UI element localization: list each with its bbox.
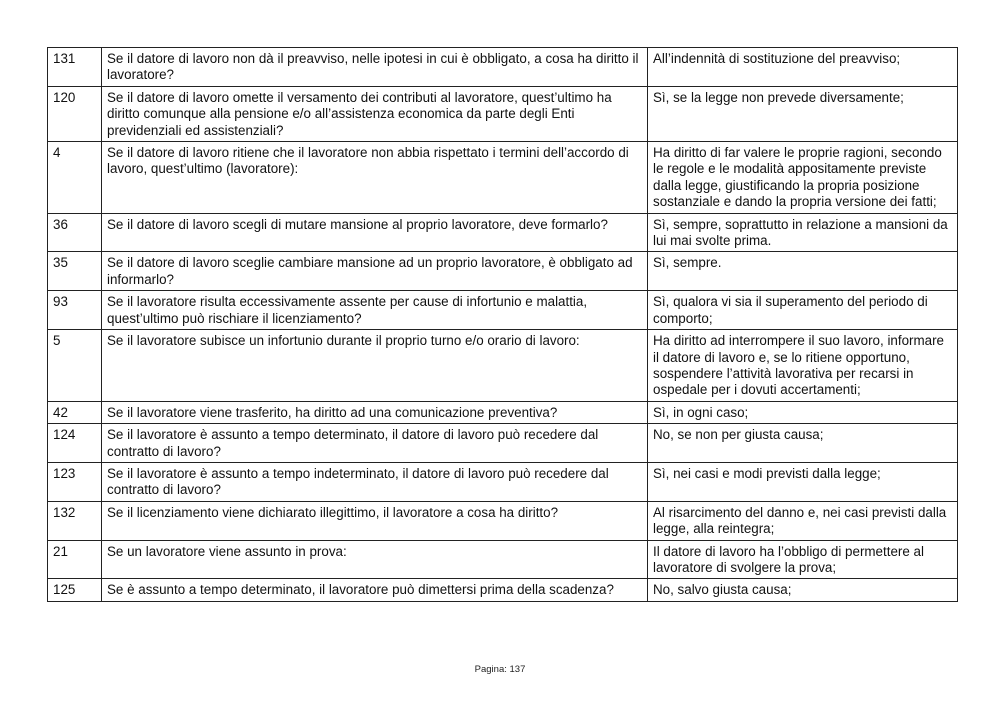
page-number: Pagina: 137 [474,664,526,675]
table-row [48,579,958,601]
question-text: Se il lavoratore risulta eccessivamente assente per cause di infortunio e malattia, quest’ultimo può rischiare il licenziamento? [102,291,648,330]
question-number: 21 [48,540,102,579]
question-text: Se il lavoratore subisce un infortunio durante il proprio turno e/o orario di lavoro: [102,330,648,402]
question-number: 42 [48,401,102,423]
answer-text: No, salvo giusta causa; [648,579,958,601]
question-text: Se il lavoratore è assunto a tempo determinato, il datore di lavoro può recedere dal contratto di lavoro? [102,424,648,463]
table-row [48,462,958,501]
question-text: Se un lavoratore viene assunto in prova: [102,540,648,579]
question-number: 124 [48,424,102,463]
answer-text: Sì, sempre. [648,252,958,291]
question-number: 36 [48,213,102,252]
question-text: Se il datore di lavoro non dà il preavviso, nelle ipotesi in cui è obbligato, a cosa ha diritto il lavoratore? [102,48,648,87]
answer-text: Sì, se la legge non prevede diversamente; [648,86,958,141]
question-text: Se il lavoratore è assunto a tempo indeterminato, il datore di lavoro può recedere dal contratto di lavoro? [102,462,648,501]
question-number: 125 [48,579,102,601]
answer-text: Ha diritto di far valere le proprie ragioni, secondo le regole e le modalità appositamente previste dalla legge, giustificando la propria posizione sostanziale e dando la propria versione dei fatti; [648,142,958,214]
answer-text: Il datore di lavoro ha l’obbligo di permettere al lavoratore di svolgere la prova; [648,540,958,579]
table-row [48,501,958,540]
question-number: 123 [48,462,102,501]
answer-text: Sì, in ogni caso; [648,401,958,423]
question-text: Se il datore di lavoro ritiene che il lavoratore non abbia rispettato i termini dell’accordo di lavoro, quest’ultimo (lavoratore): [102,142,648,214]
table-row [48,424,958,463]
table-row [48,291,958,330]
question-text: Se il lavoratore viene trasferito, ha diritto ad una comunicazione preventiva? [102,401,648,423]
question-number: 131 [48,48,102,87]
question-number: 93 [48,291,102,330]
question-text: Se è assunto a tempo determinato, il lavoratore può dimettersi prima della scadenza? [102,579,648,601]
answer-text: No, se non per giusta causa; [648,424,958,463]
table-row [48,330,958,402]
answer-text: Ha diritto ad interrompere il suo lavoro, informare il datore di lavoro e, se lo ritiene opportuno, sospendere l’attività lavorativa per recarsi in ospedale per i dovuti accertamenti; [648,330,958,402]
question-number: 120 [48,86,102,141]
table-row [48,142,958,214]
table-row [48,48,958,87]
table-row [48,540,958,579]
table-row [48,401,958,423]
question-text: Se il datore di lavoro scegli di mutare mansione al proprio lavoratore, deve formarlo? [102,213,648,252]
question-number: 132 [48,501,102,540]
table-row [48,213,958,252]
question-number: 35 [48,252,102,291]
table-row [48,252,958,291]
question-text: Se il datore di lavoro sceglie cambiare mansione ad un proprio lavoratore, è obbligato ad informarlo? [102,252,648,291]
qa-table-body [48,48,958,602]
question-text: Se il licenziamento viene dichiarato illegittimo, il lavoratore a cosa ha diritto? [102,501,648,540]
answer-text: Al risarcimento del danno e, nei casi previsti dalla legge, alla reintegra; [648,501,958,540]
question-number: 4 [48,142,102,214]
question-number: 5 [48,330,102,402]
table-row [48,86,958,141]
answer-text: Sì, nei casi e modi previsti dalla legge; [648,462,958,501]
answer-text: All’indennità di sostituzione del preavviso; [648,48,958,87]
qa-table [47,47,958,602]
page-footer [0,664,1000,675]
question-text: Se il datore di lavoro omette il versamento dei contributi al lavoratore, quest’ultimo ha diritto comunque alla pensione e/o all’assistenza economica da parte degli Enti previdenziali ed assistenziali? [102,86,648,141]
answer-text: Sì, sempre, soprattutto in relazione a mansioni da lui mai svolte prima. [648,213,958,252]
answer-text: Sì, qualora vi sia il superamento del periodo di comporto; [648,291,958,330]
